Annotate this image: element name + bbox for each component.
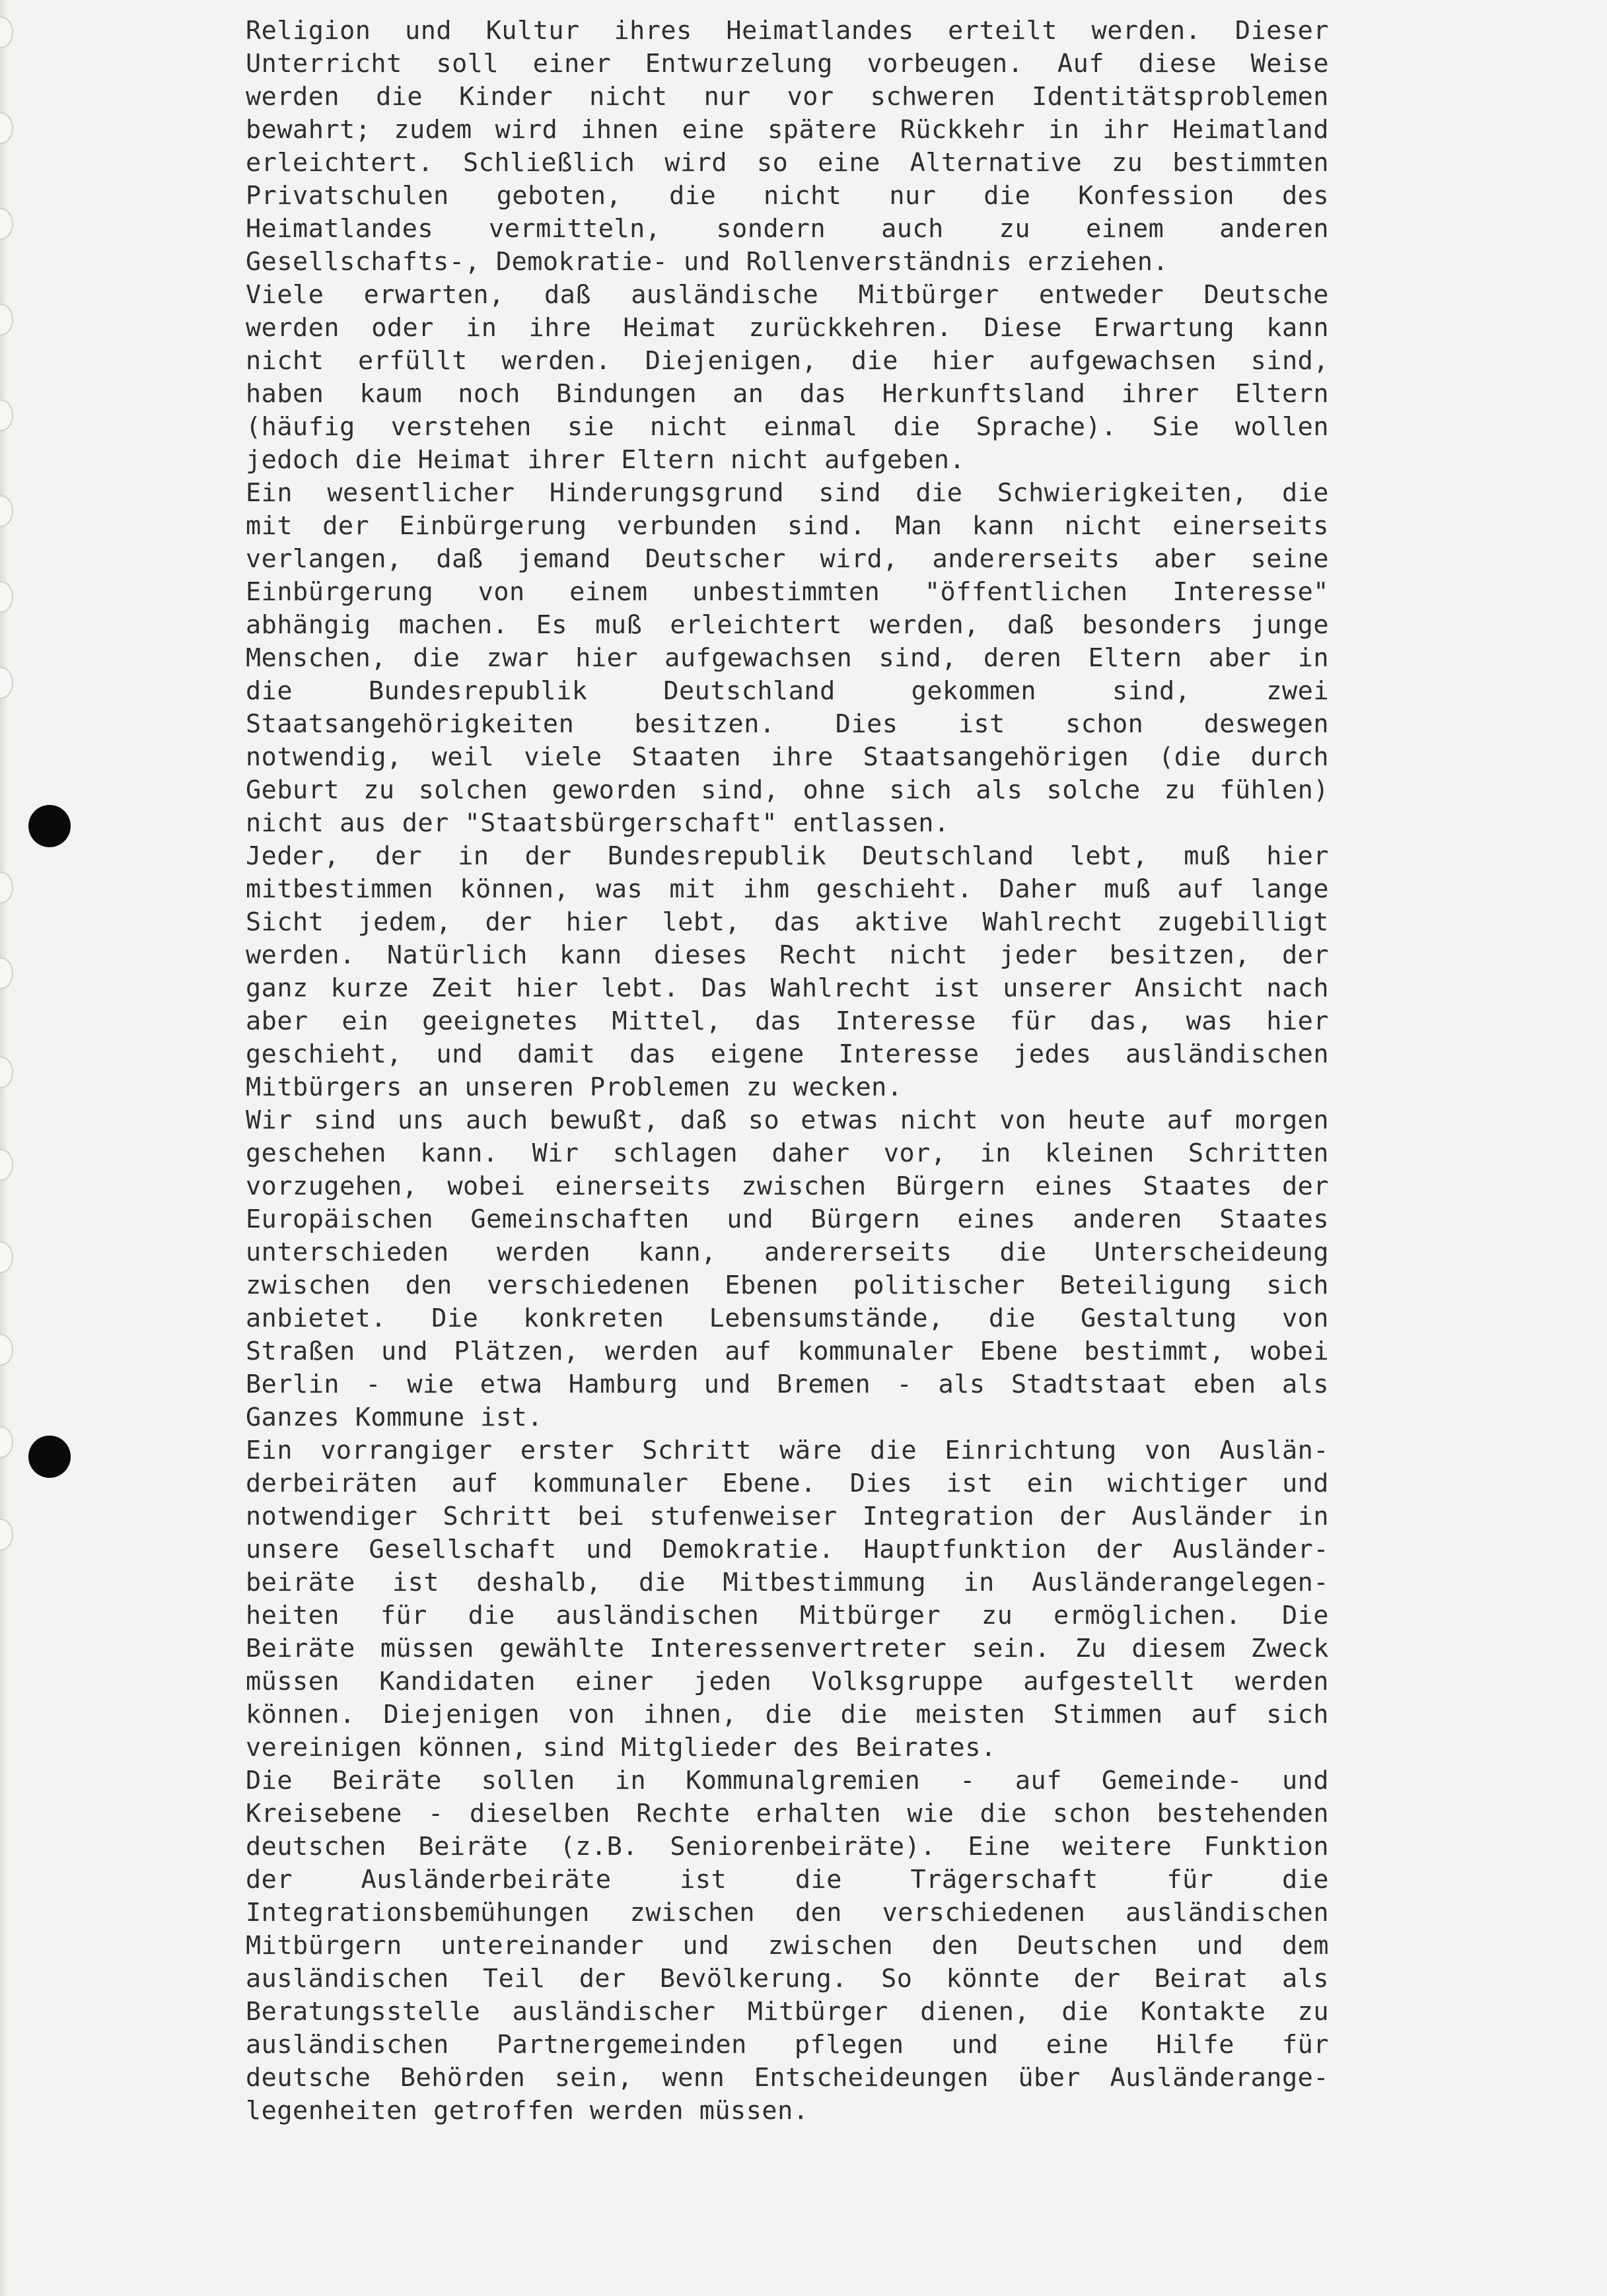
text-line: geschieht, und damit das eigene Interesse jedes ausländischen [246, 1039, 1329, 1069]
text-line: abhängig machen. Es muß erleichtert werden, daß besonders junge [246, 610, 1329, 640]
text-line: erleichtert. Schließlich wird so eine Alternative zu bestimmten [246, 148, 1329, 178]
text-line: Wir sind uns auch bewußt, daß so etwas nicht von heute auf morgen [246, 1105, 1329, 1135]
text-line: mit der Einbürgerung verbunden sind. Man kann nicht einerseits [246, 511, 1329, 541]
binder-notch [0, 112, 13, 144]
text-line: Beiräte müssen gewählte Interessenvertreter sein. Zu diesem Zweck [246, 1634, 1329, 1663]
binder-notch [0, 1426, 13, 1458]
binder-notch [0, 1519, 13, 1550]
binder-notch [0, 667, 13, 699]
paragraph-erwartungen [246, 279, 1329, 477]
text-line: werden. Natürlich kann dieses Recht nicht jeder besitzen, der [246, 940, 1329, 970]
text-line: Mitbürgern untereinander und zwischen den Deutschen und dem [246, 1931, 1329, 1961]
text-line: vereinigen können, sind Mitglieder des Beirates. [246, 1733, 997, 1762]
text-line: notwendiger Schritt bei stufenweiser Integration der Ausländer in [246, 1502, 1329, 1531]
text-line: müssen Kandidaten einer jeden Volksgruppe aufgestellt werden [246, 1667, 1329, 1696]
text-line: beiräte ist deshalb, die Mitbestimmung in Ausländerangelegen- [246, 1568, 1329, 1597]
text-line: Ein vorrangiger erster Schritt wäre die Einrichtung von Auslän- [246, 1436, 1329, 1465]
paragraph-beiraete-rechte [246, 1764, 1329, 2128]
text-line: werden die Kinder nicht nur vor schweren Identitätsproblemen [246, 82, 1329, 112]
text-line: deutsche Behörden sein, wenn Entscheideungen über Ausländerange- [246, 2063, 1329, 2093]
text-line: die Bundesrepublik Deutschland gekommen sind, zwei [246, 676, 1329, 706]
text-line: (häufig verstehen sie nicht einmal die Sprache). Sie wollen [246, 412, 1329, 442]
punch-hole [28, 805, 71, 847]
text-line: Privatschulen geboten, die nicht nur die Konfession des [246, 181, 1329, 211]
text-line: Staatsangehörigkeiten besitzen. Dies ist schon deswegen [246, 709, 1329, 739]
text-line: Europäischen Gemeinschaften und Bürgern eines anderen Staates [246, 1204, 1329, 1234]
text-line: Einbürgerung von einem unbestimmten "öffentlichen Interesse" [246, 577, 1329, 607]
text-line: anbietet. Die konkreten Lebensumstände, die Gestaltung von [246, 1304, 1329, 1333]
text-line: zwischen den verschiedenen Ebenen politischer Beteiligung sich [246, 1270, 1329, 1300]
text-line: Berlin - wie etwa Hamburg und Bremen - als Stadtstaat eben als [246, 1370, 1329, 1399]
text-line: Unterricht soll einer Entwurzelung vorbeugen. Auf diese Weise [246, 49, 1329, 79]
text-line: ausländischen Teil der Bevölkerung. So könnte der Beirat als [246, 1964, 1329, 1994]
paragraph-kleine-schritte [246, 1104, 1329, 1434]
text-line: Ein wesentlicher Hinderungsgrund sind die Schwierigkeiten, die [246, 478, 1329, 508]
text-line: Jeder, der in der Bundesrepublik Deutschland lebt, muß hier [246, 841, 1329, 871]
text-line: Die Beiräte sollen in Kommunalgremien - auf Gemeinde- und [246, 1766, 1329, 1795]
text-line: legenheiten getroffen werden müssen. [246, 2096, 809, 2126]
text-line: Integrationsbemühungen zwischen den verschiedenen ausländischen [246, 1898, 1329, 1928]
text-line: Viele erwarten, daß ausländische Mitbürger entweder Deutsche [246, 280, 1329, 310]
text-line: deutschen Beiräte (z.B. Seniorenbeiräte). Eine weitere Funktion [246, 1832, 1329, 1861]
binder-notch [0, 1241, 13, 1273]
typed-text-body [246, 15, 1329, 2128]
text-line: Beratungsstelle ausländischer Mitbürger dienen, die Kontakte zu [246, 1997, 1329, 2027]
text-line: Religion und Kultur ihres Heimatlandes erteilt werden. Dieser [246, 16, 1329, 46]
text-line: Straßen und Plätzen, werden auf kommunaler Ebene bestimmt, wobei [246, 1337, 1329, 1366]
text-line: werden oder in ihre Heimat zurückkehren. Diese Erwartung kann [246, 313, 1329, 343]
text-line: können. Diejenigen von ihnen, die die meisten Stimmen auf sich [246, 1700, 1329, 1729]
punch-hole [28, 1436, 71, 1478]
text-line: Kreisebene - dieselben Rechte erhalten wie die schon bestehenden [246, 1799, 1329, 1828]
text-line: nicht aus der "Staatsbürgerschaft" entlassen. [246, 808, 950, 838]
binder-notch [0, 208, 13, 240]
text-line: heiten für die ausländischen Mitbürger zu ermöglichen. Die [246, 1601, 1329, 1630]
text-line: ausländischen Partnergemeinden pflegen und eine Hilfe für [246, 2030, 1329, 2060]
text-line: haben kaum noch Bindungen an das Herkunftsland ihrer Eltern [246, 379, 1329, 409]
binder-notch [0, 957, 13, 989]
text-line: notwendig, weil viele Staaten ihre Staatsangehörigen (die durch [246, 742, 1329, 772]
text-line: jedoch die Heimat ihrer Eltern nicht aufgeben. [246, 445, 966, 475]
binder-notch [0, 1334, 13, 1366]
binder-notch [0, 1057, 13, 1088]
text-line: Heimatlandes vermitteln, sondern auch zu einem anderen [246, 214, 1329, 244]
text-line: geschehen kann. Wir schlagen daher vor, in kleinen Schritten [246, 1138, 1329, 1168]
binder-notch [0, 400, 13, 431]
text-line: derbeiräten auf kommunaler Ebene. Dies ist ein wichtiger und [246, 1469, 1329, 1498]
binder-notch [0, 581, 13, 613]
text-line: mitbestimmen können, was mit ihm geschieht. Daher muß auf lange [246, 874, 1329, 904]
binder-notch [0, 1149, 13, 1181]
text-line: bewahrt; zudem wird ihnen eine spätere Rückkehr in ihr Heimatland [246, 115, 1329, 145]
binder-notch [0, 17, 13, 48]
binder-notch [0, 495, 13, 527]
binder-notch [0, 304, 13, 335]
text-line: nicht erfüllt werden. Diejenigen, die hier aufgewachsen sind, [246, 346, 1329, 376]
paragraph-wahlrecht [246, 840, 1329, 1104]
text-line: Mitbürgers an unseren Problemen zu wecken. [246, 1072, 903, 1102]
binder-notch [0, 872, 13, 903]
text-line: verlangen, daß jemand Deutscher wird, andererseits aber seine [246, 544, 1329, 574]
text-line: der Ausländerbeiräte ist die Trägerschaft für die [246, 1865, 1329, 1895]
text-line: Geburt zu solchen geworden sind, ohne sich als solche zu fühlen) [246, 775, 1329, 805]
text-line: unterschieden werden kann, andererseits die Unterscheideung [246, 1237, 1329, 1267]
text-line: Sicht jedem, der hier lebt, das aktive Wahlrecht zugebilligt [246, 907, 1329, 937]
text-line: ganz kurze Zeit hier lebt. Das Wahlrecht ist unserer Ansicht nach [246, 973, 1329, 1003]
paper-left-edge [0, 0, 8, 2296]
paragraph-einbuergerung [246, 477, 1329, 840]
text-line: Gesellschafts-, Demokratie- und Rollenverständnis erziehen. [246, 247, 1169, 277]
text-line: Menschen, die zwar hier aufgewachsen sind, deren Eltern aber in [246, 643, 1329, 673]
text-line: unsere Gesellschaft und Demokratie. Hauptfunktion der Ausländer- [246, 1535, 1329, 1564]
text-line: vorzugehen, wobei einerseits zwischen Bürgern eines Staates der [246, 1171, 1329, 1201]
text-line: aber ein geeignetes Mittel, das Interesse für das, was hier [246, 1006, 1329, 1036]
paragraph-religion-unterricht [246, 15, 1329, 279]
paragraph-auslaenderbeiraete [246, 1434, 1329, 1764]
text-line: Ganzes Kommune ist. [246, 1403, 543, 1432]
